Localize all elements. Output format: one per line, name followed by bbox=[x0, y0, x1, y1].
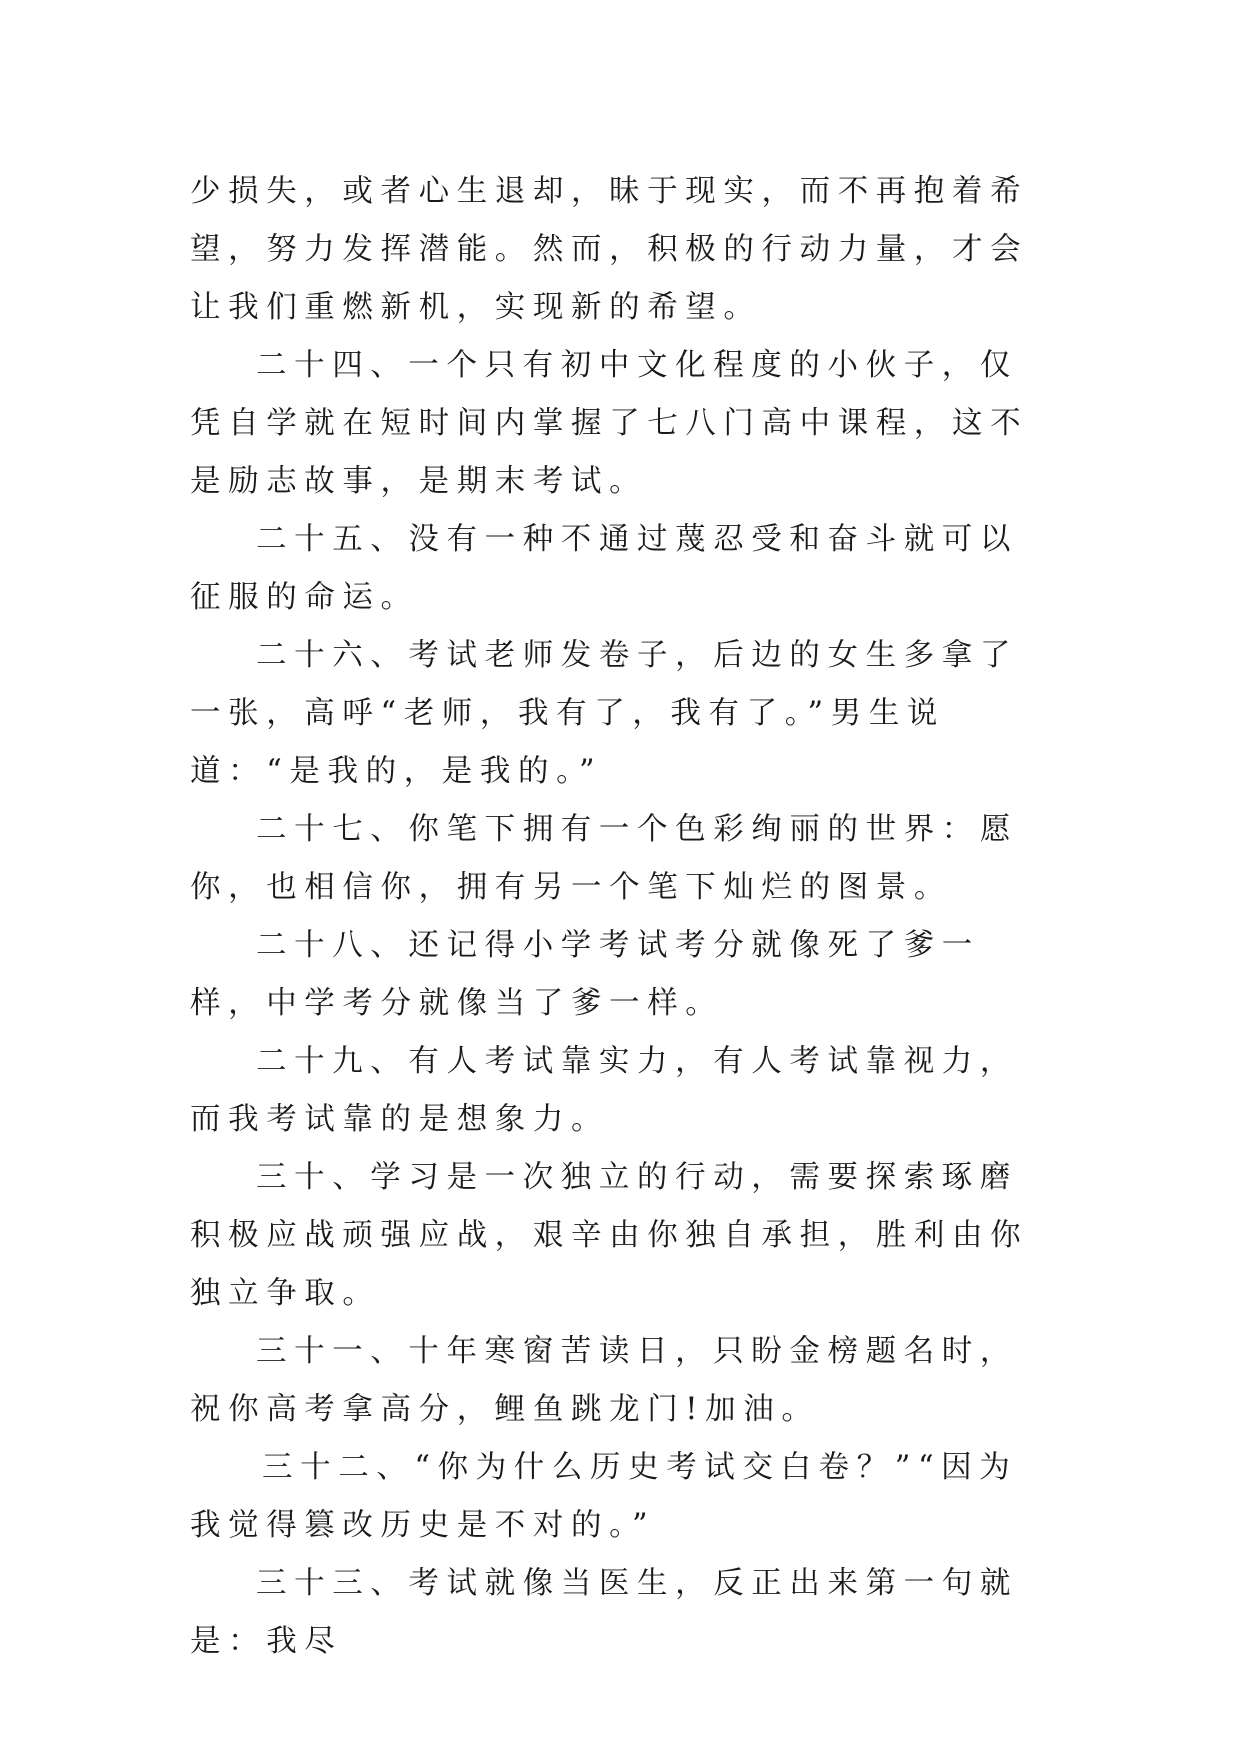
paragraph-33: 三十三、考试就像当医生，反正出来第一句就是：我尽 bbox=[190, 1566, 1018, 1659]
document-body bbox=[190, 163, 1050, 1671]
paragraph-28: 二十八、还记得小学考试考分就像死了爹一样，中学考分就像当了爹一样。 bbox=[190, 928, 980, 1021]
paragraph-32: 三十二、“你为什么历史考试交白卷？”“因为我觉得篡改历史是不对的。” bbox=[190, 1450, 1018, 1543]
paragraph-continuation: 少损失，或者心生退却，昧于现实，而不再抱着希望，努力发挥潜能。然而，积极的行动力量，才会让我们重燃新机，实现新的希望。 bbox=[190, 174, 1029, 325]
paragraph-29: 二十九、有人考试靠实力，有人考试靠视力，而我考试靠的是想象力。 bbox=[190, 1044, 1018, 1137]
paragraph-26: 二十六、考试老师发卷子，后边的女生多拿了一张，高呼“老师，我有了，我有了。”男生说道：“是我的，是我的。” bbox=[190, 638, 1018, 789]
paragraph-30: 三十、学习是一次独立的行动，需要探索琢磨积极应战顽强应战，艰辛由你独自承担，胜利由你独立争取。 bbox=[190, 1160, 1029, 1311]
paragraph-25: 二十五、没有一种不通过蔑忍受和奋斗就可以征服的命运。 bbox=[190, 522, 1018, 615]
paragraph-27: 二十七、你笔下拥有一个色彩绚丽的世界：愿你，也相信你，拥有另一个笔下灿烂的图景。 bbox=[190, 812, 1018, 905]
paragraph-31: 三十一、十年寒窗苦读日，只盼金榜题名时，祝你高考拿高分，鲤鱼跳龙门!加油。 bbox=[190, 1334, 1018, 1427]
paragraph-24: 二十四、一个只有初中文化程度的小伙子，仅凭自学就在短时间内掌握了七八门高中课程，这不是励志故事，是期末考试。 bbox=[190, 348, 1029, 499]
